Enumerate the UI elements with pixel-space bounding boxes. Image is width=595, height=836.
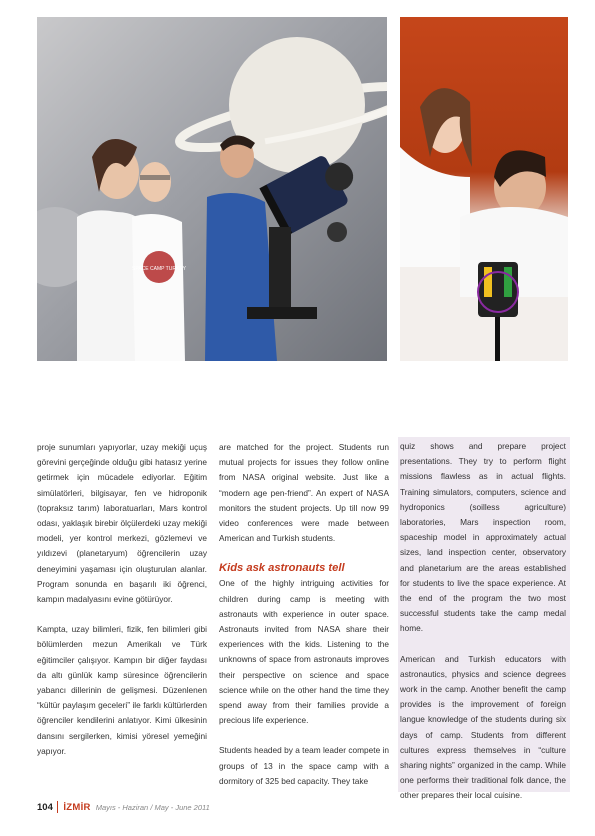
photo-telescope-students xyxy=(37,17,387,361)
col2-paragraph-2: One of the highly intriguing activities for children during camp is meeting with astronauts with experience in outer space. Astronauts invited from NASA share their experiences with the kids. Listening to the unknowns of space from astronauts improves their perspective on science and space science while on the other hand the time they spend away from their families provide a precious life experience. xyxy=(219,578,389,726)
col1-paragraph-1: proje sunumları yapıyorlar, uzay mekiği uçuş görevini gerçeğinde olduğu gibi hatasız yerine getirmek için mücadele ediyorlar. Eğitim simülatörleri, bilgisayar, fen ve hidroponik (topraksız tarım) laboratuarları, Mars kontrol odası, yaklaşık birebir ölçülerdeki uzay mekiği modeli, yer kontrol merkezi, gözlemevi ve yıldızevi (planetaryum) öğrencilerin uzay deneyimini yaşaması için oluşturulan alanlar. Program sonunda en başarılı iki öğrenci, kampın madalyasını evine götürüyor. xyxy=(37,442,207,605)
col1-paragraph-2: Kampta, uzay bilimleri, fizik, fen bilimleri gibi bölümlerden mezun Amerikalı ve Türk eğitimciler çalışıyor. Kampın bir diğer faydası da altı günlük kamp süresince öğrencilerin yabancı dillerinin de gelişmesi. Düzenlenen “kültür paylaşım geceleri” ile farklı kültürlerden öğrenciler kendilerini anlatıyor. Kimi ülkesinin dansını sergilerken, kimisi yöresel yemeğini yapıyor. xyxy=(37,624,207,756)
photo-robot-illustration xyxy=(400,17,568,361)
column-turkish xyxy=(37,440,207,774)
magazine-name: İZMİR xyxy=(63,801,91,813)
tshirt-logo-text: SPACE CAMP TURKEY xyxy=(132,266,186,272)
col3-paragraph-1: quiz shows and prepare project presentations. They try to perform flight missions flawless as in actual flights. Training simulators, computers, science and hydroponics (soilless agriculture) laboratories, Mars inspection room, spaceship model in approximately actual sizes, land inspection center, observatory and planetarium are the areas established for students to live the space experience. At the end of the program the two most successful students take the camp medal home. xyxy=(400,441,566,634)
issue-date: Mayıs - Haziran / May - June 2011 xyxy=(95,802,210,812)
photo-telescope-illustration xyxy=(37,17,387,361)
section-heading: Kids ask astronauts tell xyxy=(219,562,345,575)
photo-robot-students xyxy=(400,17,568,361)
page-number: 104 xyxy=(37,801,53,813)
col3-paragraph-2: American and Turkish educators with astronautics, physics and science degrees work in the camp. Another benefit the camp provides is the improvement of foreign langue knowledge of the students during six days of camp. Students from different cultures express themselves in “culture sharing nights” organized in the camp. While one performs their traditional folk dance, the other prepares their local cuisine. xyxy=(400,653,566,801)
footer-divider xyxy=(57,801,59,813)
col2-paragraph-3: Students headed by a team leader compete in groups of 13 in the space camp with a dormitory of 325 bed capacity. They take xyxy=(219,745,389,786)
column-english-1 xyxy=(219,440,389,804)
page-footer xyxy=(37,800,210,814)
col2-paragraph-1: are matched for the project. Students run mutual projects for issues they follow online from NASA original website. Just like a “modern age pen-friend”. An expert of NASA monitors the student projects. Up till now 99 video conferences were made between American and Turkish students. xyxy=(219,442,389,544)
column-english-2 xyxy=(398,437,570,801)
